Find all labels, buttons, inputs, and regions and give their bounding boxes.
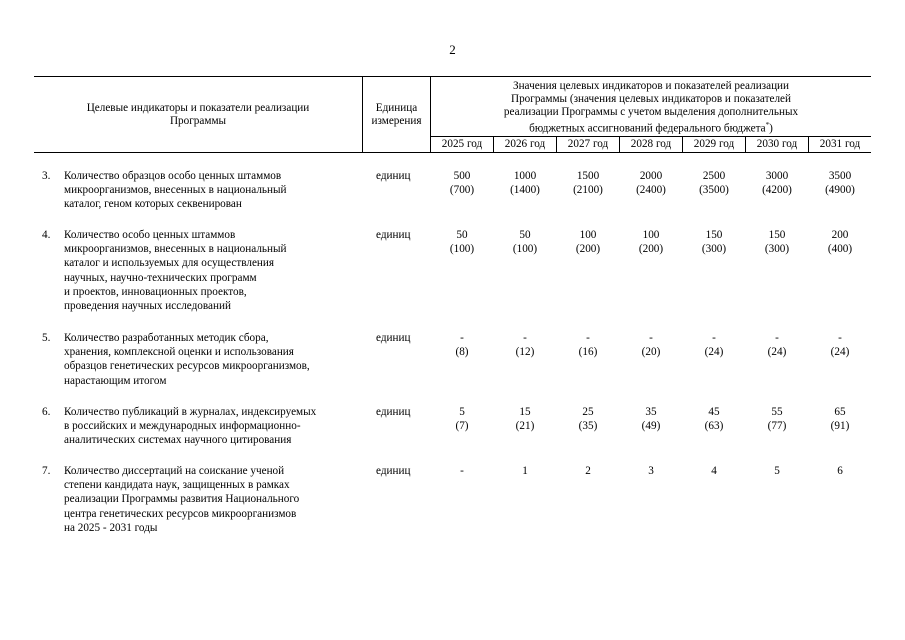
year-header-cell: 2028 год xyxy=(630,138,672,150)
base-value: 15 xyxy=(519,406,531,418)
base-value: - xyxy=(586,332,590,344)
row-description-line: проведения научных исследований xyxy=(64,300,231,313)
extended-value: (300) xyxy=(764,243,790,256)
value-cell xyxy=(557,464,619,478)
value-cell xyxy=(809,464,871,478)
extended-value: (2100) xyxy=(573,184,603,197)
row-number: 3. xyxy=(42,170,51,182)
header-unit-line: измерения xyxy=(371,115,422,127)
extended-value: (200) xyxy=(638,243,664,256)
extended-value: (300) xyxy=(701,243,727,256)
base-value: 150 xyxy=(705,229,723,241)
value-cell xyxy=(620,228,682,256)
extended-value: (49) xyxy=(641,420,661,433)
base-value: 100 xyxy=(642,229,660,241)
row-description-line: Количество образцов особо ценных штаммов xyxy=(64,170,282,182)
base-value: 100 xyxy=(579,229,597,241)
base-value: 65 xyxy=(834,406,846,418)
base-value: 25 xyxy=(582,406,594,418)
row-description xyxy=(64,331,364,388)
base-value: 1 xyxy=(522,465,528,477)
base-value: 35 xyxy=(645,406,657,418)
base-value: 6 xyxy=(837,465,843,477)
row-number: 5. xyxy=(42,332,51,344)
extended-value: (4900) xyxy=(825,184,855,197)
value-cell xyxy=(620,464,682,478)
base-value: 3000 xyxy=(765,170,789,182)
row-unit: единиц xyxy=(376,170,411,182)
year-header-cell: 2025 год xyxy=(441,138,483,150)
year-divider xyxy=(808,136,809,152)
row-description-line: Количество диссертаций на соискание ученой xyxy=(64,465,285,477)
base-value: 50 xyxy=(519,229,531,241)
base-value: 500 xyxy=(453,170,471,182)
value-cell xyxy=(683,331,745,359)
page-number: 2 xyxy=(449,42,456,57)
extended-value: (12) xyxy=(515,346,535,359)
year-divider xyxy=(556,136,557,152)
extended-value: (21) xyxy=(515,420,535,433)
table-top-rule xyxy=(34,76,871,77)
years-top-rule xyxy=(430,136,871,137)
row-description-line: Количество разработанных методик сбора, xyxy=(64,332,269,344)
value-cell xyxy=(494,405,556,433)
value-cell xyxy=(683,464,745,478)
extended-value: (3500) xyxy=(699,184,729,197)
value-cell xyxy=(620,331,682,359)
year-header-cell: 2029 год xyxy=(693,138,735,150)
row-description-line: аналитических системах научного цитирования xyxy=(64,434,292,447)
row-number: 6. xyxy=(42,406,51,418)
value-cell xyxy=(557,331,619,359)
year-header-cell: 2030 год xyxy=(756,138,798,150)
value-cell xyxy=(683,405,745,433)
base-value: - xyxy=(649,332,653,344)
value-cell xyxy=(431,405,493,433)
extended-value: (24) xyxy=(704,346,724,359)
base-value: 50 xyxy=(456,229,468,241)
base-value: 5 xyxy=(774,465,780,477)
year-header-cell: 2026 год xyxy=(504,138,546,150)
base-value: - xyxy=(775,332,779,344)
extended-value: (100) xyxy=(512,243,538,256)
year-divider xyxy=(493,136,494,152)
value-cell xyxy=(746,331,808,359)
base-value: 150 xyxy=(768,229,786,241)
row-description xyxy=(64,405,364,448)
row-description-line: микроорганизмов, внесенных в национальный xyxy=(64,184,287,197)
extended-value: (400) xyxy=(827,243,853,256)
value-cell xyxy=(746,464,808,478)
year-header-cell: 2031 год xyxy=(819,138,861,150)
row-number: 7. xyxy=(42,465,51,477)
row-description-line: научных, научно-технических программ xyxy=(64,271,257,284)
row-description-line: Количество особо ценных штаммов xyxy=(64,229,236,241)
extended-value: (16) xyxy=(578,346,598,359)
extended-value: (20) xyxy=(641,346,661,359)
extended-value: (24) xyxy=(767,346,787,359)
value-cell xyxy=(809,228,871,256)
base-value: 45 xyxy=(708,406,720,418)
base-value: 200 xyxy=(831,229,849,241)
extended-value: (77) xyxy=(767,420,787,433)
base-value: 55 xyxy=(771,406,783,418)
base-value: 3 xyxy=(648,465,654,477)
row-description-line: хранения, комплексной оценки и использования xyxy=(64,346,294,359)
base-value: 2000 xyxy=(639,170,663,182)
row-description-line: в российских и международных информационно- xyxy=(64,420,301,433)
header-indicators-line: Целевые индикаторы и показатели реализации xyxy=(86,102,310,114)
value-cell xyxy=(494,464,556,478)
header-indicators xyxy=(34,102,362,128)
value-cell xyxy=(809,169,871,197)
extended-value: (24) xyxy=(830,346,850,359)
header-bottom-rule xyxy=(34,152,871,153)
value-cell xyxy=(557,169,619,197)
row-description-line: центра генетических ресурсов микроорганизмов xyxy=(64,507,297,520)
year-divider xyxy=(745,136,746,152)
row-description-line: каталог, геном которых секвенирован xyxy=(64,198,242,211)
header-indicators-line: Программы xyxy=(169,115,227,127)
value-cell xyxy=(431,331,493,359)
value-cell xyxy=(431,169,493,197)
row-description-line: на 2025 - 2031 годы xyxy=(64,521,158,534)
row-description-line: реализации Программы развития Национального xyxy=(64,493,300,506)
row-description xyxy=(64,464,364,535)
value-cell xyxy=(620,169,682,197)
base-value: - xyxy=(460,465,464,477)
header-values-line: Программы (значения целевых индикаторов и показателей xyxy=(510,93,791,105)
header-values-line: бюджетных ассигнований федерального бюджета*) xyxy=(529,121,773,135)
row-unit: единиц xyxy=(376,406,411,418)
value-cell xyxy=(557,405,619,433)
row-description-line: и проектов, инновационных проектов, xyxy=(64,285,247,298)
row-description-line: нарастающим итогом xyxy=(64,374,167,387)
extended-value: (200) xyxy=(575,243,601,256)
value-cell xyxy=(494,331,556,359)
base-value: 5 xyxy=(459,406,465,418)
extended-value: (4200) xyxy=(762,184,792,197)
row-unit: единиц xyxy=(376,465,411,477)
base-value: - xyxy=(838,332,842,344)
value-cell xyxy=(620,405,682,433)
base-value: 2 xyxy=(585,465,591,477)
header-unit-line: Единица xyxy=(375,102,418,114)
header-unit xyxy=(363,102,430,128)
value-cell xyxy=(746,405,808,433)
base-value: 2500 xyxy=(702,170,726,182)
header-values-line: реализации Программы с учетом выделения дополнительных xyxy=(503,106,799,118)
extended-value: (7) xyxy=(455,420,469,433)
row-description xyxy=(64,169,364,212)
value-cell xyxy=(557,228,619,256)
row-unit: единиц xyxy=(376,332,411,344)
header-values xyxy=(431,80,871,136)
value-cell xyxy=(809,405,871,433)
value-cell xyxy=(746,169,808,197)
base-value: - xyxy=(712,332,716,344)
base-value: 4 xyxy=(711,465,717,477)
value-cell xyxy=(494,228,556,256)
base-value: 3500 xyxy=(828,170,852,182)
row-unit: единиц xyxy=(376,229,411,241)
value-cell xyxy=(683,169,745,197)
extended-value: (63) xyxy=(704,420,724,433)
base-value: 1500 xyxy=(576,170,600,182)
row-description-line: Количество публикаций в журналах, индексируемых xyxy=(64,406,317,418)
row-description-line: каталог и используемых для осуществления xyxy=(64,257,275,270)
value-cell xyxy=(494,169,556,197)
year-divider xyxy=(682,136,683,152)
extended-value: (2400) xyxy=(636,184,666,197)
footnote-mark: * xyxy=(765,121,770,129)
value-cell xyxy=(431,464,493,478)
base-value: - xyxy=(523,332,527,344)
extended-value: (35) xyxy=(578,420,598,433)
header-values-last: бюджетных ассигнований федерального бюджета xyxy=(529,122,766,135)
extended-value: (1400) xyxy=(510,184,540,197)
year-divider xyxy=(619,136,620,152)
row-description-line: образцов генетических ресурсов микроорганизмов, xyxy=(64,360,310,373)
extended-value: (100) xyxy=(449,243,475,256)
extended-value: (8) xyxy=(455,346,469,359)
row-description xyxy=(64,228,364,313)
row-description-line: микроорганизмов, внесенных в национальный xyxy=(64,243,287,256)
value-cell xyxy=(683,228,745,256)
value-cell xyxy=(431,228,493,256)
row-description-line: степени кандидата наук, защищенных в рамках xyxy=(64,479,290,492)
base-value: 1000 xyxy=(513,170,537,182)
year-header-cell: 2027 год xyxy=(567,138,609,150)
value-cell xyxy=(809,331,871,359)
extended-value: (91) xyxy=(830,420,850,433)
extended-value: (700) xyxy=(449,184,475,197)
row-number: 4. xyxy=(42,229,51,241)
header-values-line: Значения целевых индикаторов и показателей реализации xyxy=(512,80,790,92)
value-cell xyxy=(746,228,808,256)
base-value: - xyxy=(460,332,464,344)
